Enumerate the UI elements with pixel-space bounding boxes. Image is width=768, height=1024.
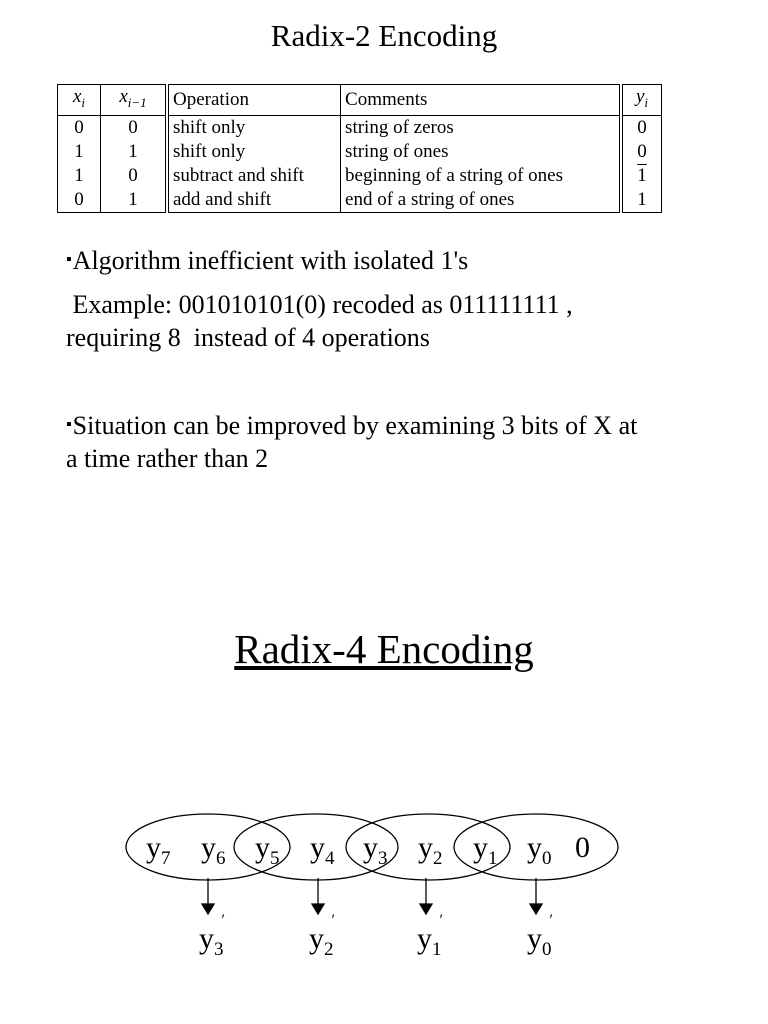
- table-row: [58, 140, 662, 164]
- bullet-paragraph-1: [66, 243, 746, 277]
- cell-comment: string of zeros: [341, 115, 621, 140]
- cell-operation: subtract and shift: [167, 164, 341, 188]
- paragraph-text: Situation can be improved by examining 3 bits of X at: [72, 411, 638, 440]
- table-row: [58, 188, 662, 213]
- bit-y0: $y_0$: [527, 831, 552, 869]
- cell-comment: beginning of a string of ones: [341, 164, 621, 188]
- bit-y4: $y_4$: [310, 831, 335, 869]
- cell-yi: 0: [621, 140, 662, 164]
- cell-yi: 0: [621, 115, 662, 140]
- output-y0-prime: $y_0'$: [527, 912, 553, 960]
- arrow-head-3: [202, 904, 214, 914]
- table-header-row: [58, 85, 662, 116]
- example-line-2: requiring 8 instead of 4 operations: [66, 323, 430, 352]
- cell-xi: 0: [58, 188, 101, 213]
- arrow-head-2: [312, 904, 324, 914]
- header-operation: Operation: [167, 85, 341, 116]
- page-title: Radix-2 Encoding: [270, 18, 498, 53]
- output-y1-prime: $y_1'$: [417, 912, 443, 960]
- cell-xi: 1: [58, 140, 101, 164]
- bit-y6: $y_6$: [201, 831, 226, 869]
- header-yi: $y_i$: [621, 85, 662, 116]
- cell-operation: shift only: [167, 115, 341, 140]
- cell-operation: add and shift: [167, 188, 341, 213]
- cell-xim1: 1: [101, 140, 168, 164]
- cell-xi: 0: [58, 115, 101, 140]
- header-comments: Comments: [341, 85, 621, 116]
- cell-xi: 1: [58, 164, 101, 188]
- bit-y2: $y_2$: [418, 831, 443, 869]
- cell-xim1: 0: [101, 164, 168, 188]
- bit-y5: $y_5$: [255, 831, 280, 869]
- cell-comment: end of a string of ones: [341, 188, 621, 213]
- cell-comment: string of ones: [341, 140, 621, 164]
- bullet-paragraph-2: [66, 408, 746, 475]
- radix4-grouping-diagram: [0, 790, 768, 980]
- cell-xim1: 1: [101, 188, 168, 213]
- cell-yi: 1: [621, 188, 662, 213]
- radix2-table: [57, 84, 662, 213]
- cell-operation: shift only: [167, 140, 341, 164]
- header-xi: $x_i$: [58, 85, 101, 116]
- example-paragraph: [66, 288, 746, 354]
- output-y3-prime: $y_3'$: [199, 912, 225, 960]
- header-xi-minus-1: $x_{i-1}$: [101, 85, 168, 116]
- bit-y3: $y_3$: [363, 831, 388, 869]
- example-line-1: Example: 001010101(0) recoded as 011111111 ,: [66, 290, 573, 319]
- bit-y7: $y_7$: [146, 831, 171, 869]
- arrow-head-1: [420, 904, 432, 914]
- paragraph-text: Algorithm inefficient with isolated 1's: [72, 246, 469, 275]
- bit-zero: 0: [575, 831, 590, 864]
- output-y2-prime: $y_2'$: [309, 912, 335, 960]
- bullet-icon: ▪: [66, 251, 72, 268]
- cell-yi-negative: 1: [637, 164, 647, 186]
- bit-y1: $y_1$: [473, 831, 498, 869]
- table-row: [58, 164, 662, 188]
- table-row: [58, 115, 662, 140]
- bullet-icon: ▪: [66, 416, 72, 433]
- section-title: Radix-4 Encoding: [234, 626, 534, 672]
- cell-xim1: 0: [101, 115, 168, 140]
- cell-yi: [621, 164, 662, 188]
- arrow-head-0: [530, 904, 542, 914]
- paragraph-text-continued: a time rather than 2: [66, 444, 269, 473]
